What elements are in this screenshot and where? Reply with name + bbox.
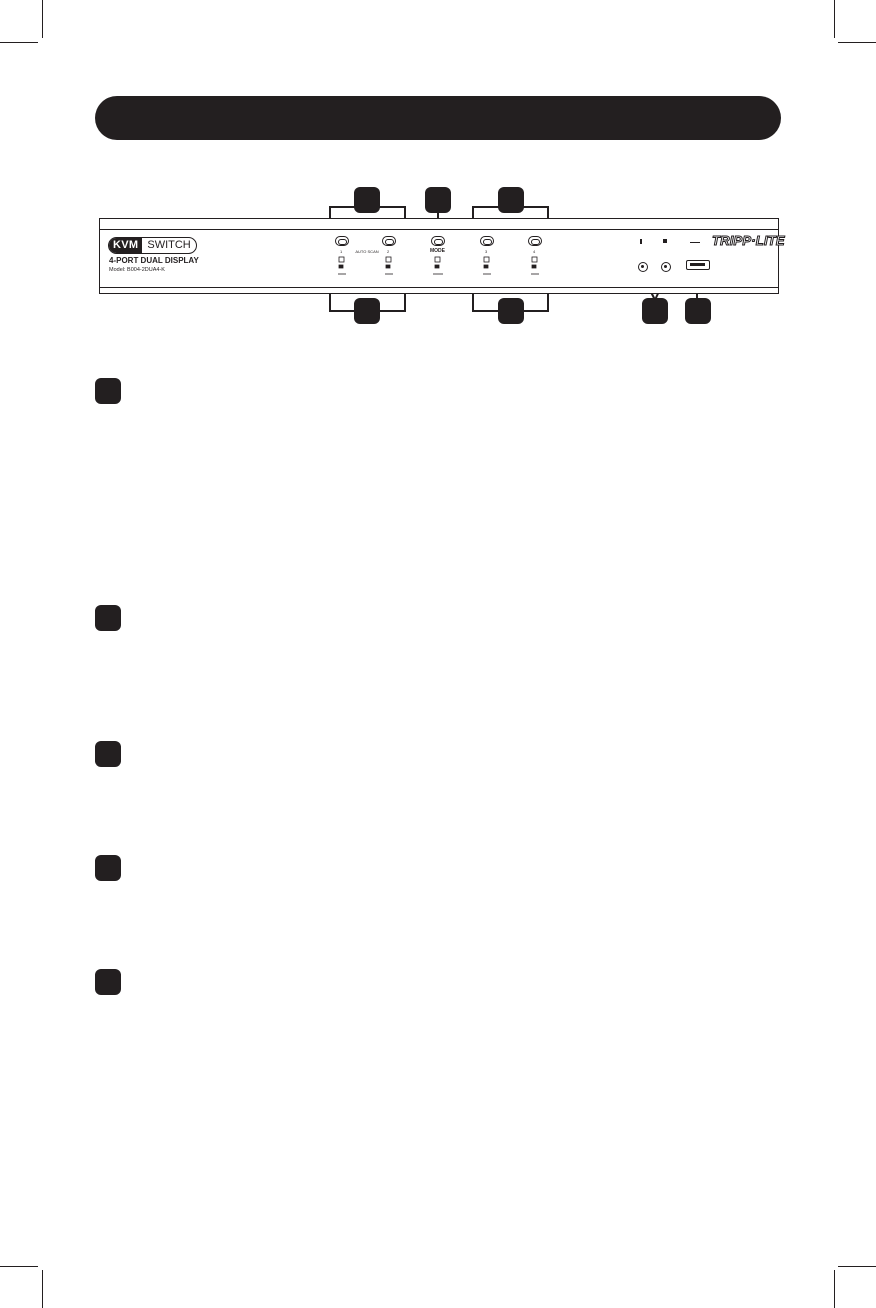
speaker-jack bbox=[661, 262, 671, 272]
usb-port bbox=[686, 260, 710, 270]
callout-port-leds-3-4 bbox=[498, 298, 524, 324]
description-marker-1 bbox=[95, 378, 121, 404]
kvm-logo-text: KVM bbox=[109, 238, 142, 253]
port-3-number: 3 bbox=[485, 249, 488, 254]
port-4-number: 4 bbox=[533, 249, 536, 254]
kvm-front-panel bbox=[99, 218, 785, 294]
mode-label: MODE bbox=[430, 248, 445, 254]
description-marker-3 bbox=[95, 741, 121, 767]
callout-mode-button bbox=[425, 187, 451, 213]
microphone-jack bbox=[638, 262, 648, 272]
panel-indicator-marks bbox=[100, 219, 780, 295]
usb-icon bbox=[690, 242, 700, 243]
auto-scan-label: AUTO SCAN bbox=[355, 249, 379, 254]
callout-audio-jacks bbox=[642, 298, 668, 324]
description-marker-5 bbox=[95, 969, 121, 995]
switch-logo-text: SWITCH bbox=[147, 239, 191, 251]
callout-port-buttons-3-4 bbox=[498, 187, 524, 213]
brand-logo: TRIPP·LITE bbox=[712, 233, 785, 248]
port-1-number: 1 bbox=[340, 249, 343, 254]
panel-model-number: Model: B004-2DUA4-K bbox=[109, 267, 165, 273]
callout-port-leds-1-2 bbox=[354, 298, 380, 324]
port-2-number: 2 bbox=[387, 249, 390, 254]
description-marker-4 bbox=[95, 855, 121, 881]
description-marker-2 bbox=[95, 605, 121, 631]
speaker-icon bbox=[663, 239, 667, 243]
callout-usb-port bbox=[685, 298, 711, 324]
microphone-icon bbox=[640, 239, 642, 244]
panel-subtitle: 4-PORT DUAL DISPLAY bbox=[109, 256, 199, 265]
callout-port-buttons-1-2 bbox=[354, 187, 380, 213]
